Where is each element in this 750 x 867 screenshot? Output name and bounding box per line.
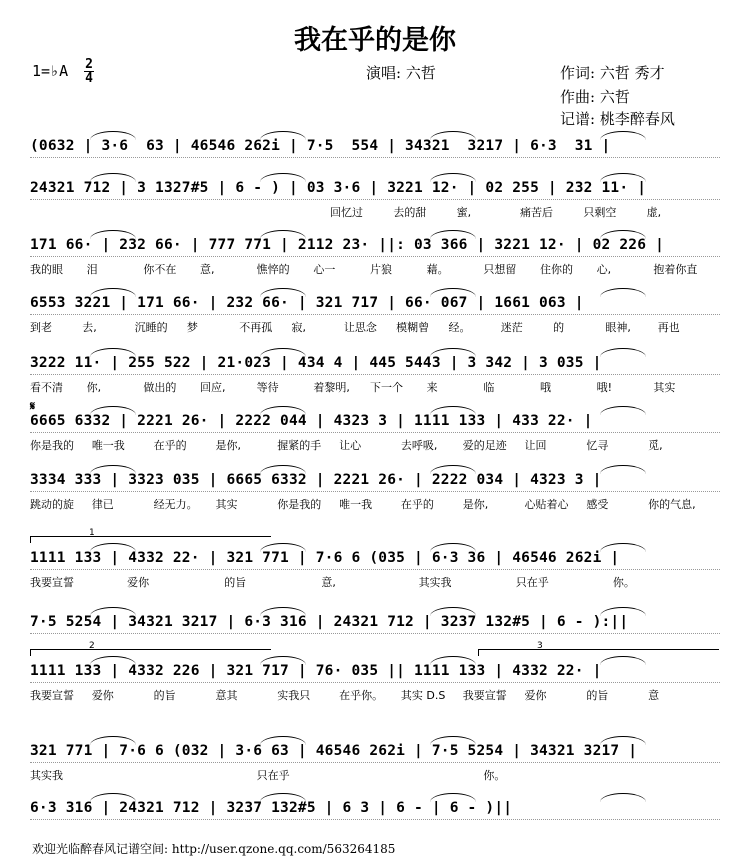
slur-mark: [260, 736, 306, 745]
slur-mark: [600, 465, 646, 474]
lyric-word: 回忆过: [330, 206, 363, 219]
lyric-word: 到老: [30, 321, 52, 334]
lyric-word: 其实: [215, 498, 238, 511]
slur-mark: [90, 793, 136, 802]
slur-mark: [600, 607, 646, 616]
slur-mark: [260, 543, 306, 552]
volta-number: 3: [537, 641, 543, 651]
notation-line: 24321 712 | 3 1327#5 | 6 - ) | 03 3·6 | 3221 12· | 02 255 | 232 11· |: [30, 180, 647, 196]
lyricist-credit: 作词: 六哲 秀才: [560, 64, 665, 82]
slur-mark: [430, 406, 476, 415]
lyric-word: 经无力。: [153, 498, 198, 511]
footer-website: 欢迎光临醉春风记谱空间: http://user.qzone.qq.com/563264185: [32, 842, 396, 856]
lyric-word: 在乎的: [400, 498, 434, 511]
lyric-word: 眼神,: [605, 321, 631, 334]
slur-mark: [600, 288, 646, 297]
lyric-word: 去,: [82, 321, 97, 334]
lyric-word: 在乎你。: [339, 689, 384, 702]
notation-line: 321 771 | 7·6 6 (032 | 3·6 63 | 46546 262i | 7·5 5254 | 34321 3217 |: [30, 743, 638, 759]
lyric-word: 意: [648, 689, 660, 702]
beam-line: [30, 682, 720, 683]
lyric-word: 蜜,: [456, 206, 472, 219]
volta-number: 1: [89, 528, 95, 538]
beam-line: [30, 256, 720, 257]
lyric-word: 我的眼: [30, 263, 63, 276]
notation-line: 6665 ‌6332 | 2221 26· | 2222 044 | 4323 3 | 1111 133 | 433 22· |: [30, 413, 593, 429]
lyric-word: 来: [426, 381, 438, 394]
lyric-word: 你不在: [143, 263, 177, 276]
lyric-word: 的旨: [153, 689, 176, 702]
lyric-word: 让心: [339, 439, 362, 452]
slur-mark: [260, 230, 306, 239]
transcriber-credit: 记谱: 桃李醉春风: [560, 110, 675, 128]
slur-mark: [260, 131, 306, 140]
beam-line: [30, 374, 720, 375]
singer-credit: 演唱: 六哲: [366, 64, 436, 82]
lyric-word: 梦: [186, 321, 198, 334]
slur-mark: [90, 131, 136, 140]
notation-line: 6553 3221 | 171 66· | 232 66· | 321 717 | 66· 067 | 1661 063 |: [30, 295, 584, 311]
slur-mark: [430, 543, 476, 552]
lyric-word: 唯一我: [91, 439, 125, 452]
lyric-word: 做出的: [143, 381, 177, 394]
lyric-word: 你的气息,: [648, 498, 696, 511]
lyric-word: 只剩空: [583, 206, 617, 219]
lyric-word: 模糊曾: [396, 321, 430, 334]
slur-mark: [260, 465, 306, 474]
volta-bracket: [478, 641, 719, 656]
time-signature: [84, 58, 94, 85]
beam-line: [30, 432, 720, 433]
slur-mark: [600, 656, 646, 665]
slur-mark: [430, 230, 476, 239]
lyric-word: 去的甜: [393, 206, 427, 219]
lyric-word: 在乎的: [153, 439, 187, 452]
slur-mark: [90, 543, 136, 552]
lyric-word: 迷茫: [500, 321, 523, 334]
lyric-word: 心,: [596, 263, 612, 276]
slur-mark: [600, 131, 646, 140]
lyric-word: 其实: [653, 381, 676, 394]
slur-mark: [90, 230, 136, 239]
lyric-word: 你,: [86, 381, 102, 394]
lyric-word: 其实我: [418, 576, 452, 589]
lyric-word: 只在乎: [515, 576, 549, 589]
lyric-word: 爱的足迹: [462, 439, 507, 452]
slur-mark: [600, 736, 646, 745]
lyric-word: 泪: [86, 263, 98, 276]
volta-number: 2: [89, 641, 95, 651]
slur-mark: [260, 406, 306, 415]
slur-mark: [260, 288, 306, 297]
lyric-word: 其实 D.S: [400, 689, 446, 702]
lyric-word: 抱着你直: [653, 263, 698, 276]
lyric-word: 的旨: [586, 689, 609, 702]
slur-mark: [90, 406, 136, 415]
lyric-word: 我要宣誓: [30, 689, 74, 702]
lyric-word: 等待: [256, 381, 279, 394]
lyric-word: 哦: [540, 381, 551, 394]
slur-mark: [430, 656, 476, 665]
volta-bracket: [30, 641, 271, 656]
lyric-word: 实我只: [277, 689, 311, 702]
beam-line: [30, 157, 720, 158]
lyric-word: 我要宣誓: [462, 689, 507, 702]
notation-line: 1111 133 | 4332 22· | 321 771 | 7·6 6 (035 | 6·3 36 | 46546 262i |: [30, 550, 620, 566]
lyric-word: 去呼吸,: [400, 439, 438, 452]
slur-mark: [260, 173, 306, 182]
composer-credit: 作曲: 六哲: [560, 88, 630, 106]
slur-mark: [90, 656, 136, 665]
lyric-word: 心贴着心: [524, 498, 569, 511]
lyric-word: 让回: [524, 439, 547, 452]
lyric-word: 住你的: [540, 263, 573, 276]
beam-line: [30, 491, 720, 492]
lyric-word: 爱你: [127, 576, 150, 589]
lyric-word: 忆寻: [586, 439, 609, 452]
key-signature: 1=♭A: [32, 62, 69, 80]
lyric-word: 意,: [321, 576, 336, 589]
slur-mark: [600, 173, 646, 182]
slur-mark: [90, 348, 136, 357]
notation-line: 1111 133 | 4332 226 | 321 717 | 76· 035 || 1111 133 | 4332 22· |: [30, 663, 602, 679]
notation-line: 3222 11· | 255 522 | 21·023 | 434 4 | 445 5443 | 3 342 | 3 035 |: [30, 355, 602, 371]
lyric-word: 你。: [612, 576, 635, 589]
slur-mark: [430, 173, 476, 182]
meter-top: 2: [85, 57, 93, 72]
lyric-word: 意其: [215, 689, 238, 702]
notation-line: 6·3 316 | 24321 712 | 3237 132#5 | 6 3 | 6 - | 6 - )||: [30, 800, 513, 816]
slur-mark: [430, 607, 476, 616]
slur-mark: [90, 288, 136, 297]
lyric-word: 回应,: [200, 381, 226, 394]
lyric-word: 你。: [483, 769, 506, 782]
slur-mark: [260, 607, 306, 616]
beam-line: [30, 633, 720, 634]
lyric-word: 你是我的: [277, 498, 322, 511]
lyric-word: 不再孤: [239, 321, 273, 334]
slur-mark: [260, 656, 306, 665]
notation-line: 7·5 5254 | 34321 3217 | 6·3 316 | 24321 712 | 3237 132#5 | 6 - ):||: [30, 614, 629, 630]
slur-mark: [90, 465, 136, 474]
lyric-word: 虚,: [646, 206, 662, 219]
lyric-word: 再也: [657, 321, 680, 334]
lyric-word: 临: [483, 381, 495, 394]
lyric-word: 其实我: [30, 769, 63, 782]
slur-mark: [430, 348, 476, 357]
lyric-word: 跳动的旋: [30, 498, 74, 511]
lyric-word: 寂,: [291, 321, 307, 334]
notation-line: 171 66· | 232 66· | 777 771 | 2112 23· ||: 03 366 | 3221 12· | 02 226 |: [30, 237, 665, 253]
lyric-word: 意,: [200, 263, 215, 276]
lyric-word: 我要宣誓: [30, 576, 74, 589]
slur-mark: [430, 793, 476, 802]
notation-line: 3334 333 | 3323 035 | 6665 6332 | 2221 26· | 2222 034 | 4323 3 |: [30, 472, 602, 488]
lyric-word: 心一: [313, 263, 336, 276]
beam-line: [30, 199, 720, 200]
lyric-word: 经。: [448, 321, 471, 334]
lyric-word: 着黎明,: [313, 381, 350, 394]
lyric-word: 感受: [586, 498, 609, 511]
slur-mark: [430, 131, 476, 140]
slur-mark: [90, 607, 136, 616]
lyric-word: 哦!: [596, 381, 613, 394]
slur-mark: [90, 173, 136, 182]
slur-mark: [430, 288, 476, 297]
lyric-word: 是你,: [215, 439, 241, 452]
lyric-word: 的: [553, 321, 565, 334]
lyric-word: 你是我的: [30, 439, 74, 452]
beam-line: [30, 819, 720, 820]
lyric-word: 握紧的手: [277, 439, 322, 452]
lyric-word: 只想留: [483, 263, 517, 276]
meter-bottom: 4: [85, 71, 93, 86]
slur-mark: [430, 736, 476, 745]
lyric-word: 的旨: [224, 576, 247, 589]
lyric-word: 憔悴的: [256, 263, 290, 276]
lyric-word: 唯一我: [339, 498, 373, 511]
slur-mark: [600, 793, 646, 802]
slur-mark: [600, 543, 646, 552]
lyric-word: 让思念: [343, 321, 377, 334]
beam-line: [30, 314, 720, 315]
lyric-word: 沉睡的: [134, 321, 168, 334]
lyric-word: 是你,: [462, 498, 489, 511]
slur-mark: [600, 348, 646, 357]
slur-mark: [600, 230, 646, 239]
lyric-word: 律已: [91, 498, 114, 511]
lyric-word: 痛苦后: [520, 206, 553, 219]
beam-line: [30, 569, 720, 570]
slur-mark: [260, 793, 306, 802]
lyric-word: 觅,: [648, 439, 663, 452]
lyric-word: 片狼: [370, 263, 392, 276]
slur-mark: [430, 465, 476, 474]
volta-bracket: [30, 528, 271, 543]
lyric-word: 爱你: [91, 689, 114, 702]
notation-line: (0632 | 3·6 63 | 46546 262i | 7·5 554 | 34321 3217 | 6·3 31 |: [30, 138, 611, 154]
song-title: 我在乎的是你: [294, 25, 456, 56]
lyric-word: 爱你: [524, 689, 547, 702]
lyric-word: 看不清: [30, 381, 63, 394]
slur-mark: [90, 736, 136, 745]
slur-mark: [600, 406, 646, 415]
lyric-word: 只在乎: [256, 769, 290, 782]
beam-line: [30, 762, 720, 763]
lyric-word: 下一个: [370, 381, 403, 394]
lyric-word: 藉。: [426, 263, 449, 276]
segno-icon: 𝄋: [30, 399, 36, 413]
slur-mark: [260, 348, 306, 357]
